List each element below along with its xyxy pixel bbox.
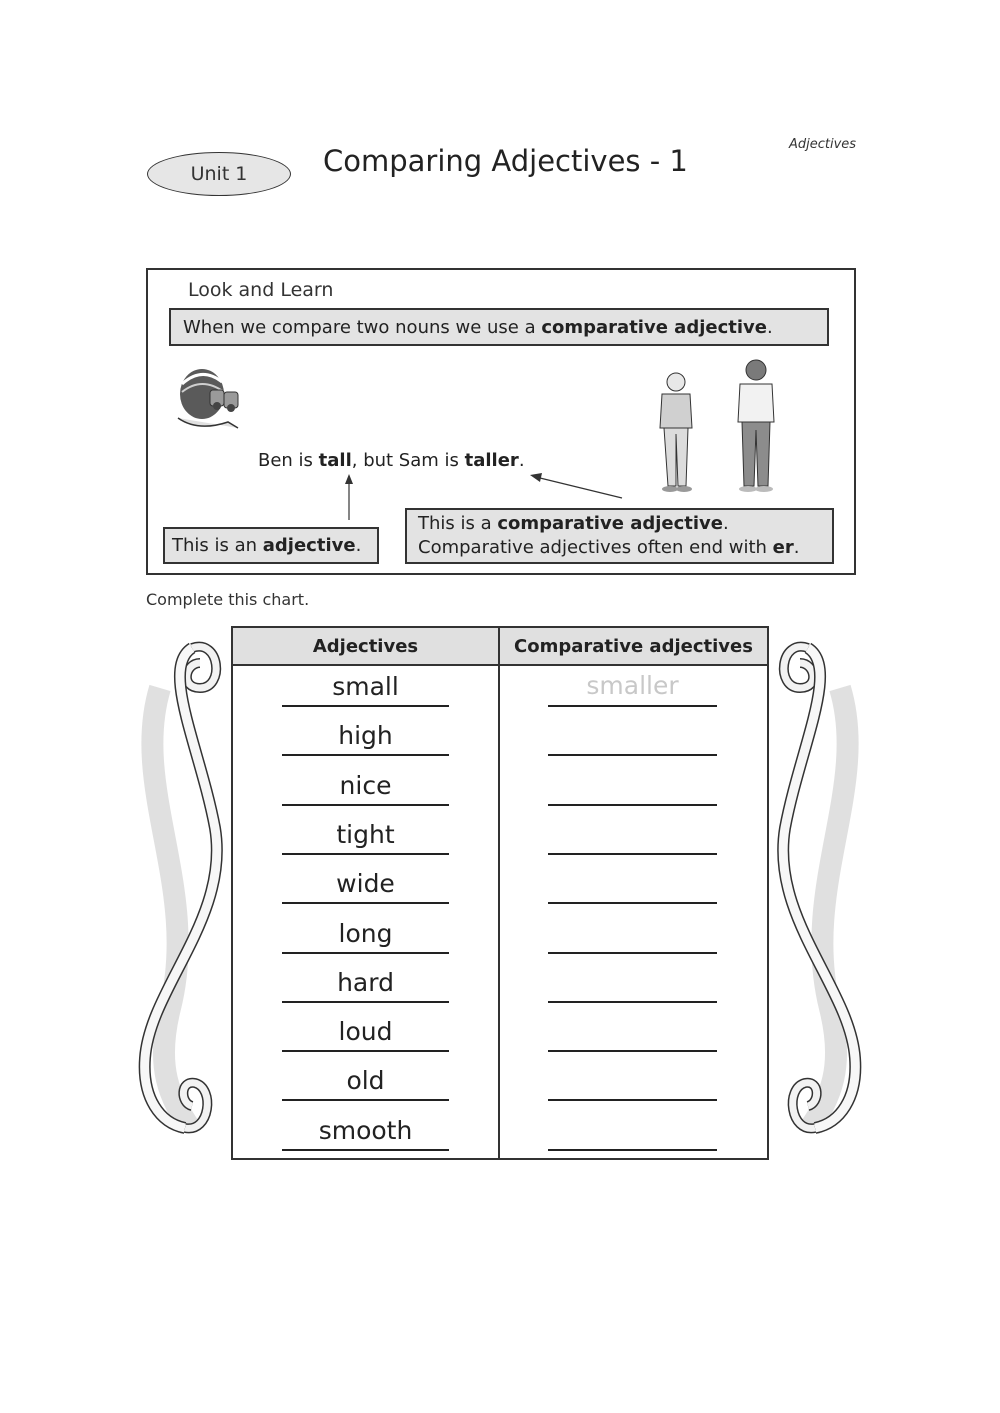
adjective-cell: high: [282, 716, 449, 756]
comparative-answer-input[interactable]: [548, 716, 717, 756]
instruction: Complete this chart.: [146, 590, 310, 609]
unit-label: Unit 1: [190, 163, 248, 185]
comparative-answer-input[interactable]: [548, 1061, 717, 1101]
note-text: .: [355, 535, 362, 556]
column-header-adjectives: Adjectives: [312, 636, 419, 657]
adjective-cell: long: [282, 914, 449, 954]
chart-column-divider: [498, 626, 500, 1160]
example-part: .: [518, 450, 525, 471]
comparative-answer-input[interactable]: [548, 1111, 717, 1151]
note-text: .: [793, 537, 800, 558]
left-scroll-decoration: [130, 628, 230, 1148]
adjective-cell: small: [282, 667, 449, 707]
girl-binoculars-illustration: [168, 362, 250, 434]
adjective-cell: nice: [282, 766, 449, 806]
example-comparative: taller: [464, 450, 519, 471]
rule-suffix: .: [766, 317, 773, 338]
comparative-answer-input[interactable]: [548, 815, 717, 855]
adjective-cell: wide: [282, 864, 449, 904]
adjective-cell: smooth: [282, 1111, 449, 1151]
section-tag: Adjectives: [789, 137, 857, 152]
adjective-cell: loud: [282, 1012, 449, 1052]
column-header-comparatives: Comparative adjectives: [514, 636, 753, 657]
note-text: This is a: [418, 513, 498, 534]
comparative-note-line1: [418, 512, 832, 536]
note-text: .: [722, 513, 729, 534]
adjective-note: [163, 527, 379, 564]
note-bold: er: [772, 537, 794, 558]
rule-bold: comparative adjective: [541, 317, 767, 338]
adjective-cell: hard: [282, 963, 449, 1003]
comparative-answer-input[interactable]: [548, 1012, 717, 1052]
look-and-learn-heading: Look and Learn: [188, 279, 334, 301]
comparative-answer-input[interactable]: [548, 864, 717, 904]
boys-height-illustration: [648, 358, 784, 496]
note-bold: comparative adjective: [497, 513, 723, 534]
example-part: , but Sam is: [351, 450, 465, 471]
example-part: Ben is: [258, 450, 319, 471]
comparative-answer-input[interactable]: [548, 667, 717, 707]
unit-badge: [147, 152, 291, 196]
example-adjective: tall: [318, 450, 352, 471]
comparative-answer-input[interactable]: [548, 963, 717, 1003]
right-scroll-decoration: [770, 628, 870, 1148]
adjective-cell: tight: [282, 815, 449, 855]
comparative-note: [405, 508, 834, 564]
note-bold: adjective: [262, 535, 356, 556]
rule-box: [169, 308, 829, 346]
comparative-answer-input[interactable]: [548, 766, 717, 806]
adjective-cell: old: [282, 1061, 449, 1101]
example-sentence: [258, 450, 525, 471]
comparative-answer-input[interactable]: [548, 914, 717, 954]
page-title: Comparing Adjectives - 1: [323, 144, 688, 178]
rule-text: When we compare two nouns we use a: [183, 317, 542, 338]
comparative-note-line2: [418, 536, 832, 560]
note-text: This is an: [172, 535, 263, 556]
note-text: Comparative adjectives often end with: [418, 537, 773, 558]
